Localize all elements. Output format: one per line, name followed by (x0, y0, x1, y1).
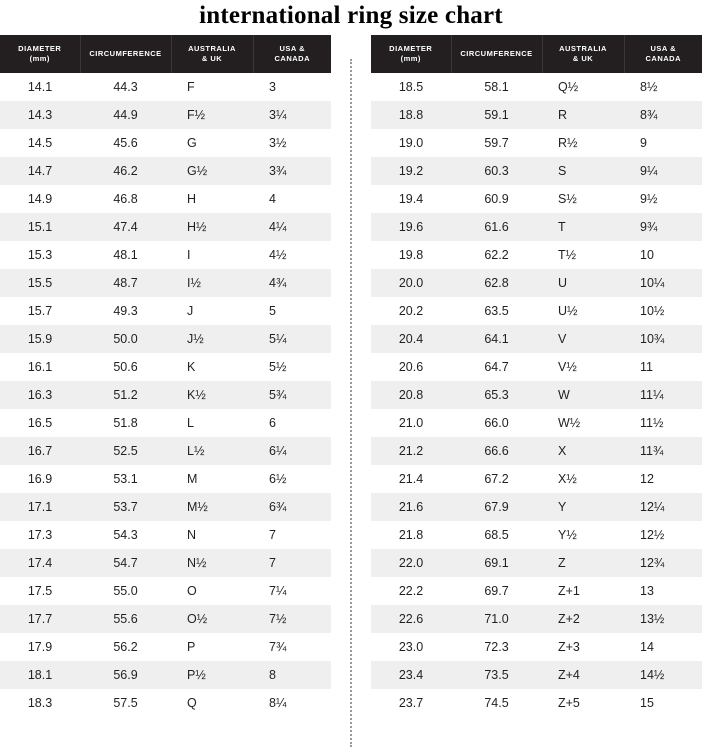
table-cell: 63.5 (451, 297, 542, 325)
table-cell: 51.2 (80, 381, 171, 409)
table-cell: X½ (542, 465, 624, 493)
table-cell: 3½ (253, 129, 331, 157)
table-cell: Z+4 (542, 661, 624, 689)
header-diameter-line1: DIAMETER (18, 44, 62, 53)
table-row (0, 437, 331, 465)
header-australia-line2: & UK (572, 54, 594, 63)
table-cell: 18.8 (371, 101, 451, 129)
table-cell: 8 (253, 661, 331, 689)
table-cell: 59.1 (451, 101, 542, 129)
table-cell: P (171, 633, 253, 661)
table-cell: 45.6 (80, 129, 171, 157)
header-circumference-left: CIRCUMFERENCE (80, 35, 171, 73)
table-cell: R½ (542, 129, 624, 157)
table-cell: X (542, 437, 624, 465)
table-row (0, 549, 331, 577)
table-cell: 69.7 (451, 577, 542, 605)
right-table-wrapper (371, 35, 702, 717)
table-row (0, 493, 331, 521)
table-row (0, 381, 331, 409)
table-cell: 5¾ (253, 381, 331, 409)
table-cell: R (542, 101, 624, 129)
table-row (371, 409, 702, 437)
table-cell: 62.2 (451, 241, 542, 269)
table-row (371, 521, 702, 549)
table-row (371, 185, 702, 213)
table-cell: 18.1 (0, 661, 80, 689)
table-row (0, 409, 331, 437)
table-cell: 4½ (253, 241, 331, 269)
table-cell: 3 (253, 73, 331, 101)
table-row (0, 661, 331, 689)
table-row (371, 577, 702, 605)
table-cell: 56.2 (80, 633, 171, 661)
table-cell: 16.5 (0, 409, 80, 437)
header-usa-line1: USA & (279, 44, 306, 53)
table-cell: H½ (171, 213, 253, 241)
table-cell: 11¼ (624, 381, 702, 409)
table-cell: 46.2 (80, 157, 171, 185)
table-cell: 49.3 (80, 297, 171, 325)
table-cell: 68.5 (451, 521, 542, 549)
header-diameter-line1: DIAMETER (389, 44, 433, 53)
table-row (0, 325, 331, 353)
table-row (0, 297, 331, 325)
table-row (0, 577, 331, 605)
header-usa-line2: CANADA (274, 54, 310, 63)
table-cell: 11¾ (624, 437, 702, 465)
table-cell: 19.6 (371, 213, 451, 241)
left-table-head (0, 35, 331, 73)
table-cell: Y½ (542, 521, 624, 549)
right-table-body (371, 73, 702, 717)
table-row (0, 213, 331, 241)
table-cell: 57.5 (80, 689, 171, 717)
table-row (371, 213, 702, 241)
table-cell: 9½ (624, 185, 702, 213)
table-cell: U½ (542, 297, 624, 325)
table-cell: 19.2 (371, 157, 451, 185)
table-cell: 21.6 (371, 493, 451, 521)
table-row (371, 465, 702, 493)
table-cell: 8¾ (624, 101, 702, 129)
table-cell: 5½ (253, 353, 331, 381)
table-cell: 53.7 (80, 493, 171, 521)
table-cell: I½ (171, 269, 253, 297)
table-cell: N (171, 521, 253, 549)
table-cell: F½ (171, 101, 253, 129)
table-row (0, 269, 331, 297)
table-cell: 10½ (624, 297, 702, 325)
table-cell: 4¼ (253, 213, 331, 241)
table-cell: V½ (542, 353, 624, 381)
table-cell: 18.3 (0, 689, 80, 717)
table-cell: 44.9 (80, 101, 171, 129)
table-cell: 65.3 (451, 381, 542, 409)
table-cell: Z+2 (542, 605, 624, 633)
table-cell: 5 (253, 297, 331, 325)
table-cell: M½ (171, 493, 253, 521)
table-cell: 7½ (253, 605, 331, 633)
header-circumference-right: CIRCUMFERENCE (451, 35, 542, 73)
table-row (371, 353, 702, 381)
table-row (371, 549, 702, 577)
table-cell: J (171, 297, 253, 325)
table-cell: J½ (171, 325, 253, 353)
table-cell: 17.4 (0, 549, 80, 577)
header-usa-line1: USA & (650, 44, 677, 53)
table-row (0, 521, 331, 549)
table-cell: K (171, 353, 253, 381)
table-cell: 4¾ (253, 269, 331, 297)
table-cell: 69.1 (451, 549, 542, 577)
table-cell: P½ (171, 661, 253, 689)
left-table-body (0, 73, 331, 717)
table-cell: 15 (624, 689, 702, 717)
table-cell: 16.9 (0, 465, 80, 493)
table-cell: 47.4 (80, 213, 171, 241)
table-cell: V (542, 325, 624, 353)
table-cell: 17.3 (0, 521, 80, 549)
table-cell: 48.1 (80, 241, 171, 269)
table-row (0, 605, 331, 633)
table-row (371, 381, 702, 409)
table-cell: S (542, 157, 624, 185)
table-cell: 23.7 (371, 689, 451, 717)
ring-size-chart-page (0, 2, 702, 749)
table-cell: 52.5 (80, 437, 171, 465)
table-cell: F (171, 73, 253, 101)
table-cell: 56.9 (80, 661, 171, 689)
table-row (371, 269, 702, 297)
table-cell: 8½ (624, 73, 702, 101)
right-size-table (371, 35, 702, 717)
table-cell: 53.1 (80, 465, 171, 493)
table-row (371, 689, 702, 717)
header-diameter-line2: (mm) (29, 54, 50, 63)
table-cell: 12½ (624, 521, 702, 549)
header-usa-canada-right (624, 35, 702, 73)
table-cell: 3¾ (253, 157, 331, 185)
table-cell: 59.7 (451, 129, 542, 157)
table-cell: G (171, 129, 253, 157)
table-cell: 6½ (253, 465, 331, 493)
left-size-table (0, 35, 331, 717)
table-cell: 14.5 (0, 129, 80, 157)
table-row (371, 493, 702, 521)
header-australia-line1: AUSTRALIA (559, 44, 607, 53)
left-table-wrapper (0, 35, 331, 717)
table-cell: 71.0 (451, 605, 542, 633)
table-cell: 55.6 (80, 605, 171, 633)
table-cell: 4 (253, 185, 331, 213)
table-cell: 21.8 (371, 521, 451, 549)
table-cell: Q (171, 689, 253, 717)
table-cell: 15.9 (0, 325, 80, 353)
table-cell: 13½ (624, 605, 702, 633)
tables-container (0, 35, 702, 747)
table-cell: 16.3 (0, 381, 80, 409)
table-cell: 20.8 (371, 381, 451, 409)
header-australia-uk-left (171, 35, 253, 73)
table-cell: Q½ (542, 73, 624, 101)
header-diameter-left (0, 35, 80, 73)
table-cell: 22.2 (371, 577, 451, 605)
table-cell: W½ (542, 409, 624, 437)
table-cell: 9 (624, 129, 702, 157)
table-cell: 17.9 (0, 633, 80, 661)
table-cell: 64.1 (451, 325, 542, 353)
table-cell: I (171, 241, 253, 269)
table-cell: 66.6 (451, 437, 542, 465)
table-cell: 3¼ (253, 101, 331, 129)
table-cell: 6¾ (253, 493, 331, 521)
table-cell: 7¾ (253, 633, 331, 661)
table-cell: 9¼ (624, 157, 702, 185)
table-cell: 17.5 (0, 577, 80, 605)
header-australia-uk-right (542, 35, 624, 73)
table-row (0, 353, 331, 381)
table-cell: 64.7 (451, 353, 542, 381)
table-cell: U (542, 269, 624, 297)
table-cell: 14.7 (0, 157, 80, 185)
table-row (0, 465, 331, 493)
table-cell: 17.1 (0, 493, 80, 521)
table-cell: 7 (253, 521, 331, 549)
table-cell: 23.4 (371, 661, 451, 689)
table-row (371, 157, 702, 185)
table-row (371, 73, 702, 101)
table-cell: 50.6 (80, 353, 171, 381)
table-row (371, 633, 702, 661)
table-cell: 7¼ (253, 577, 331, 605)
table-cell: 16.1 (0, 353, 80, 381)
table-cell: 20.0 (371, 269, 451, 297)
table-cell: 6 (253, 409, 331, 437)
table-cell: Y (542, 493, 624, 521)
table-row (0, 73, 331, 101)
table-cell: Z+3 (542, 633, 624, 661)
vertical-dotted-divider (331, 35, 371, 747)
table-cell: 20.4 (371, 325, 451, 353)
table-cell: 6¼ (253, 437, 331, 465)
table-cell: G½ (171, 157, 253, 185)
table-cell: 15.5 (0, 269, 80, 297)
table-row (0, 101, 331, 129)
header-usa-line2: CANADA (645, 54, 681, 63)
table-cell: 62.8 (451, 269, 542, 297)
table-cell: 54.3 (80, 521, 171, 549)
table-cell: N½ (171, 549, 253, 577)
table-cell: O½ (171, 605, 253, 633)
table-row (371, 437, 702, 465)
table-cell: M (171, 465, 253, 493)
table-cell: W (542, 381, 624, 409)
table-cell: 61.6 (451, 213, 542, 241)
table-row (371, 101, 702, 129)
table-cell: 72.3 (451, 633, 542, 661)
table-row (371, 297, 702, 325)
table-row (371, 605, 702, 633)
table-cell: 10¼ (624, 269, 702, 297)
table-cell: L½ (171, 437, 253, 465)
table-cell: 58.1 (451, 73, 542, 101)
table-cell: 20.6 (371, 353, 451, 381)
header-usa-canada-left (253, 35, 331, 73)
table-cell: K½ (171, 381, 253, 409)
table-cell: Z+1 (542, 577, 624, 605)
table-cell: 20.2 (371, 297, 451, 325)
table-cell: 12¼ (624, 493, 702, 521)
table-cell: 22.6 (371, 605, 451, 633)
table-cell: 8¼ (253, 689, 331, 717)
table-cell: 11 (624, 353, 702, 381)
table-cell: 14.9 (0, 185, 80, 213)
table-cell: 13 (624, 577, 702, 605)
table-cell: 7 (253, 549, 331, 577)
table-cell: 60.9 (451, 185, 542, 213)
table-cell: 44.3 (80, 73, 171, 101)
table-cell: 5¼ (253, 325, 331, 353)
table-cell: T (542, 213, 624, 241)
table-cell: 17.7 (0, 605, 80, 633)
table-cell: 22.0 (371, 549, 451, 577)
table-row (0, 185, 331, 213)
table-cell: 51.8 (80, 409, 171, 437)
table-cell: 21.0 (371, 409, 451, 437)
table-cell: 10 (624, 241, 702, 269)
table-cell: 15.3 (0, 241, 80, 269)
table-cell: 60.3 (451, 157, 542, 185)
table-cell: 19.4 (371, 185, 451, 213)
table-cell: 15.7 (0, 297, 80, 325)
table-row (371, 325, 702, 353)
table-cell: T½ (542, 241, 624, 269)
table-cell: 14 (624, 633, 702, 661)
divider-dots (350, 59, 352, 747)
table-cell: 23.0 (371, 633, 451, 661)
table-cell: 66.0 (451, 409, 542, 437)
table-cell: 9¾ (624, 213, 702, 241)
right-header-row (371, 35, 702, 73)
table-cell: 21.2 (371, 437, 451, 465)
right-table-head (371, 35, 702, 73)
table-cell: Z+5 (542, 689, 624, 717)
left-header-row (0, 35, 331, 73)
table-cell: H (171, 185, 253, 213)
table-cell: 54.7 (80, 549, 171, 577)
table-cell: 19.0 (371, 129, 451, 157)
table-cell: 19.8 (371, 241, 451, 269)
table-cell: 67.9 (451, 493, 542, 521)
header-diameter-right (371, 35, 451, 73)
table-cell: 46.8 (80, 185, 171, 213)
table-cell: Z (542, 549, 624, 577)
table-cell: 21.4 (371, 465, 451, 493)
table-cell: 48.7 (80, 269, 171, 297)
table-cell: L (171, 409, 253, 437)
header-australia-line2: & UK (201, 54, 223, 63)
page-title: international ring size chart (199, 2, 503, 29)
table-cell: 73.5 (451, 661, 542, 689)
table-row (0, 689, 331, 717)
table-row (0, 633, 331, 661)
table-cell: 16.7 (0, 437, 80, 465)
table-row (371, 129, 702, 157)
table-row (371, 241, 702, 269)
table-cell: S½ (542, 185, 624, 213)
table-cell: O (171, 577, 253, 605)
header-australia-line1: AUSTRALIA (188, 44, 236, 53)
table-cell: 50.0 (80, 325, 171, 353)
table-row (0, 129, 331, 157)
table-cell: 74.5 (451, 689, 542, 717)
table-cell: 15.1 (0, 213, 80, 241)
table-cell: 10¾ (624, 325, 702, 353)
table-row (0, 157, 331, 185)
table-cell: 14½ (624, 661, 702, 689)
table-row (371, 661, 702, 689)
table-cell: 12¾ (624, 549, 702, 577)
table-cell: 14.1 (0, 73, 80, 101)
table-cell: 14.3 (0, 101, 80, 129)
table-cell: 67.2 (451, 465, 542, 493)
header-diameter-line2: (mm) (400, 54, 421, 63)
table-cell: 11½ (624, 409, 702, 437)
table-cell: 55.0 (80, 577, 171, 605)
table-cell: 18.5 (371, 73, 451, 101)
table-cell: 12 (624, 465, 702, 493)
table-row (0, 241, 331, 269)
